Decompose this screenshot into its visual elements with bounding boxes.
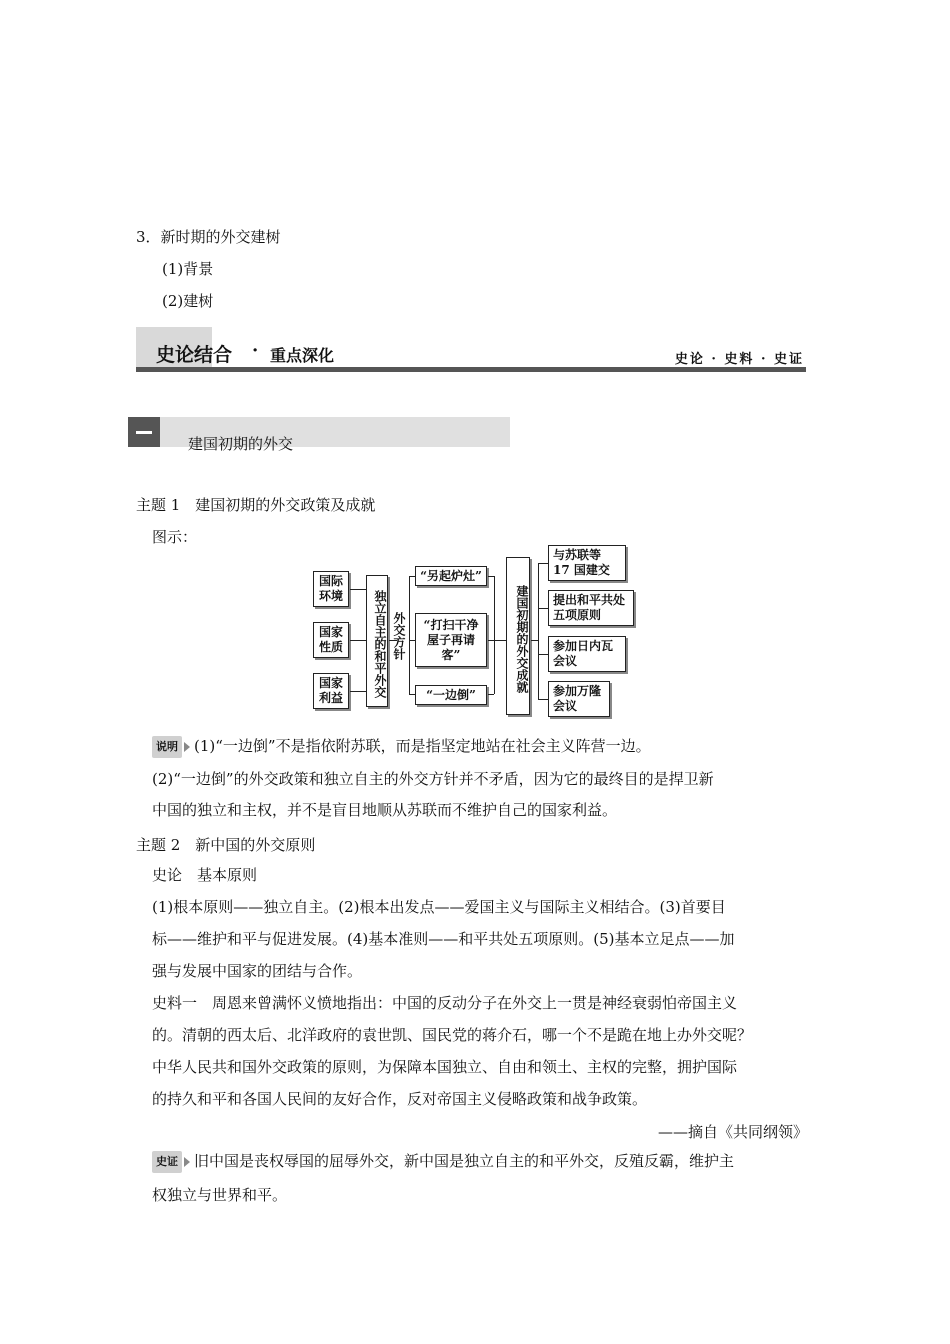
source-citation: ——摘自《共同纲领》 xyxy=(657,1123,808,1141)
shizheng-tag: 史证 xyxy=(152,1151,182,1173)
note-line-1 xyxy=(152,736,651,758)
connector xyxy=(350,589,366,590)
shilun-label: 史论 基本原则 xyxy=(152,866,258,884)
box-achievement-geneva: 参加日内瓦会议 xyxy=(548,636,626,672)
connector xyxy=(494,640,506,641)
principles-line-1: (1)根本原则——独立自主。(2)根本出发点——爱国主义与国际主义相结合。(3)首要目 xyxy=(152,898,726,916)
subsection-badge xyxy=(128,417,160,447)
note-p2-line1: (2)“一边倒”的外交政策和独立自主的外交方针并不矛盾，因为它的最终目的是捍卫新 xyxy=(152,770,714,788)
note-p2-line2: 中国的独立和主权，并不是盲目地顺从苏联而不维护自己的国家利益。 xyxy=(152,801,618,819)
shiliao-line-2: 的。清朝的西太后、北洋政府的袁世凯、国民党的蒋介石，哪一个不是跪在地上办外交呢？ xyxy=(152,1026,753,1044)
box-policy-clean-house: “打扫干净屋子再请客” xyxy=(415,613,487,667)
connector xyxy=(538,699,548,700)
diagram-label: 图示： xyxy=(152,528,198,546)
note-p1: (1)“一边倒”不是指依附苏联，而是指坚定地站在社会主义阵营一边。 xyxy=(194,737,651,755)
subsection-bar xyxy=(128,417,510,447)
shiliao-line-1: 史料一 周恩来曾满怀义愤地指出：中国的反动分子在外交上一贯是神经衰弱怕帝国主义 xyxy=(152,994,738,1012)
principles-line-2: 标——维护和平与促进发展。(4)基本准则——和平共处五项原则。(5)基本立足点——加 xyxy=(152,930,735,948)
connector xyxy=(350,640,366,641)
shiliao-line-3: 中华人民共和国外交政策的原则，为保障本国独立、自由和领土、主权的完整，拥护国际 xyxy=(152,1058,738,1076)
banner-subtitle: 重点深化 xyxy=(270,346,335,365)
badge-mark-icon xyxy=(136,431,152,434)
connector xyxy=(538,563,548,564)
bracket-line xyxy=(409,576,410,694)
banner-main-title: 史论结合 xyxy=(156,344,233,366)
banner-right-label: 史论 · 史料 · 史证 xyxy=(674,352,804,367)
connector xyxy=(531,640,538,641)
principles-line-3: 强与发展中国家的团结与合作。 xyxy=(152,962,363,980)
label-diplomatic-guideline: 外交方针 xyxy=(392,612,406,660)
shizheng-line-1 xyxy=(152,1151,734,1173)
arrow-right-icon xyxy=(184,742,190,752)
outline-sub-1: (1)背景 xyxy=(162,260,214,278)
box-national-interest: 国家利益 xyxy=(313,673,349,709)
box-international-environment: 国际环境 xyxy=(313,571,349,607)
bracket-line xyxy=(538,563,539,699)
shizheng-text-1: 旧中国是丧权辱国的屈辱外交，新中国是独立自主的和平外交，反殖反霸，维护主 xyxy=(194,1152,735,1170)
shiliao-line-4: 的持久和平和各国人民间的友好合作，反对帝国主义侵略政策和战争政策。 xyxy=(152,1090,648,1108)
banner-separator: · xyxy=(252,340,259,361)
banner-rule xyxy=(136,367,806,372)
arrow-right-icon xyxy=(184,1157,190,1167)
subsection-title: 建国初期的外交 xyxy=(188,435,294,453)
box-early-diplomatic-achievements: 建国初期的外交成就 xyxy=(506,557,530,715)
box-achievement-diplomatic-relations: 与苏联等 17 国建交 xyxy=(548,545,626,581)
connector xyxy=(350,691,366,692)
box-independent-peaceful-diplomacy: 独立自主的和平外交 xyxy=(366,575,388,707)
connector xyxy=(488,694,494,695)
box-achievement-five-principles: 提出和平共处五项原则 xyxy=(548,590,634,626)
shizheng-line-2: 权独立与世界和平。 xyxy=(152,1186,288,1204)
box-policy-lean-one-side: “一边倒” xyxy=(415,685,487,705)
box-policy-new-start: “另起炉灶” xyxy=(415,566,487,586)
note-tag: 说明 xyxy=(152,736,182,758)
box-achievement-bandung: 参加万隆会议 xyxy=(548,681,610,717)
box-national-nature: 国家性质 xyxy=(313,622,349,658)
connector xyxy=(538,608,548,609)
connector xyxy=(538,654,548,655)
topic2-heading: 主题 2 新中国的外交原则 xyxy=(136,836,316,854)
outline-sub-2: (2)建树 xyxy=(162,292,214,310)
outline-item-3: 3．新时期的外交建树 xyxy=(136,228,281,246)
bracket-line xyxy=(494,576,495,694)
topic1-heading: 主题 1 建国初期的外交政策及成就 xyxy=(136,496,376,514)
